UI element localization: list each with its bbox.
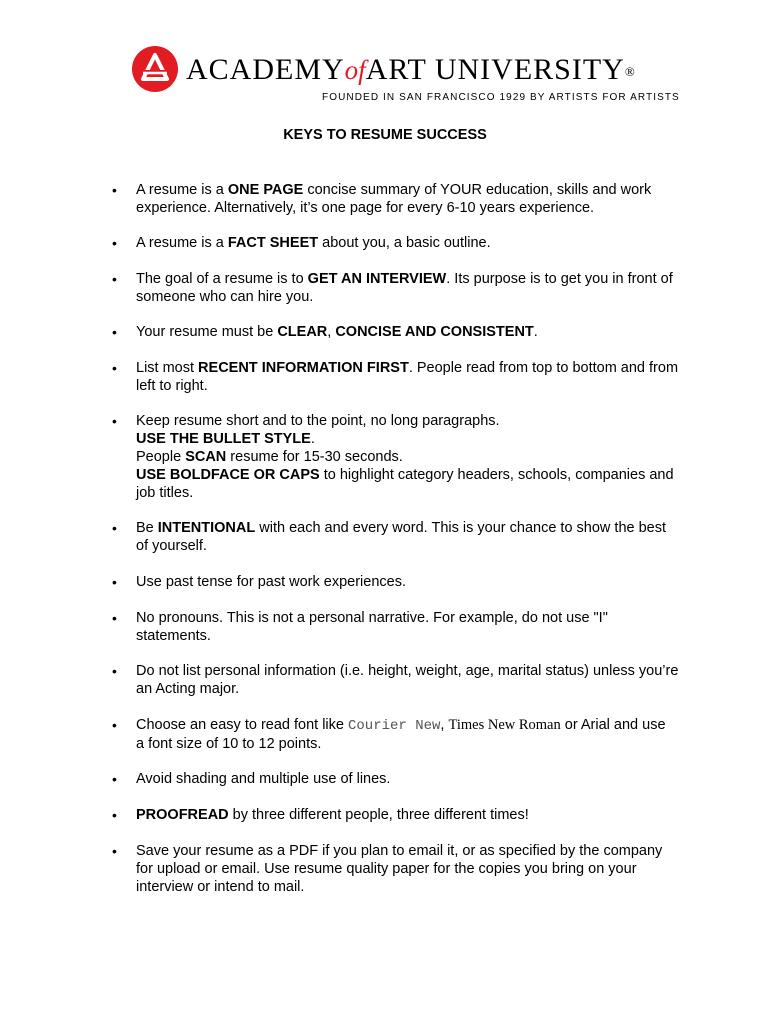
list-item: No pronouns. This is not a personal narrative. For example, do not use "I" statements. xyxy=(136,610,608,644)
bullet-icon: • xyxy=(112,182,117,198)
list-item: Do not list personal information (i.e. height, weight, age, marital status) unless you’re an Acting major. xyxy=(136,663,679,697)
bullet-icon: • xyxy=(112,610,117,626)
list-item: Save your resume as a PDF if you plan to email it, or as specified by the company for upload or email. Use resume quality paper for the copies you bring on your interview or intend to mail. xyxy=(136,843,663,895)
logo-tagline: FOUNDED IN SAN FRANCISCO 1929 BY ARTISTS FOR ARTISTS xyxy=(322,92,680,103)
bullet-icon: • xyxy=(112,520,117,536)
bullet-icon: • xyxy=(112,324,117,340)
list-item: Avoid shading and multiple use of lines. xyxy=(136,771,391,787)
bullet-icon: • xyxy=(112,413,117,429)
list-item: Keep resume short and to the point, no long paragraphs. USE THE BULLET STYLE. People SCAN resume for 15-30 seconds. USE BOLDFACE OR CAPS to highlight category headers, schools, companies and job titles. xyxy=(136,413,674,501)
list-item: PROOFREAD by three different people, three different times! xyxy=(136,807,529,823)
document-title: KEYS TO RESUME SUCCESS xyxy=(283,127,487,143)
university-logo-icon xyxy=(132,46,178,92)
list-item: Use past tense for past work experiences. xyxy=(136,574,406,590)
list-item: List most RECENT INFORMATION FIRST. People read from top to bottom and from left to right. xyxy=(136,360,679,394)
bullet-icon: • xyxy=(112,807,117,823)
list-item: Your resume must be CLEAR, CONCISE AND CONSISTENT. xyxy=(136,324,538,340)
bullet-icon: • xyxy=(112,717,117,733)
bullet-icon: • xyxy=(112,360,117,376)
bullet-icon: • xyxy=(112,271,117,287)
bullet-icon: • xyxy=(112,771,117,787)
list-item: Be INTENTIONAL with each and every word. This is your chance to show the best of yourself. xyxy=(136,520,667,554)
logo-wordmark: ACADEMYofART UNIVERSITY® xyxy=(186,53,636,86)
list-item: A resume is a FACT SHEET about you, a basic outline. xyxy=(136,235,491,251)
list-item: The goal of a resume is to GET AN INTERVIEW. Its purpose is to get you in front of someone who can hire you. xyxy=(136,271,673,305)
bullet-icon: • xyxy=(112,235,117,251)
list-item: A resume is a ONE PAGE concise summary of YOUR education, skills and work experience. Alternatively, it’s one page for every 6-10 years experience. xyxy=(136,182,652,216)
bullet-icon: • xyxy=(112,843,117,859)
bullet-icon: • xyxy=(112,574,117,590)
list-item: Choose an easy to read font like Courier New, Times New Roman or Arial and use a font size of 10 to 12 points. xyxy=(136,717,666,752)
bullet-icon: • xyxy=(112,663,117,679)
